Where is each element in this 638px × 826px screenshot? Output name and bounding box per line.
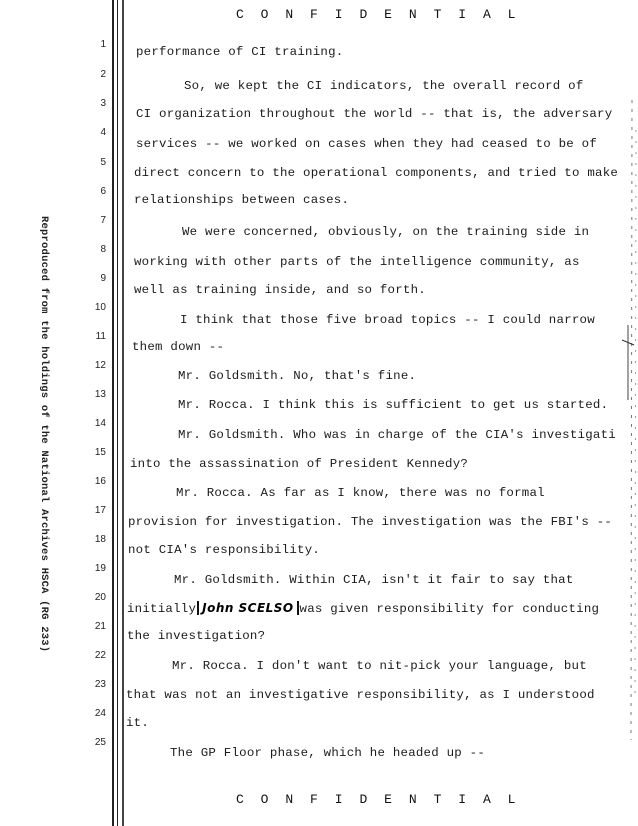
transcript-line-15: into the assassination of President Kennedy?: [130, 457, 469, 471]
transcript-line-24: it.: [126, 716, 150, 730]
line-number-17: 17: [94, 505, 106, 516]
line-number-24: 24: [94, 708, 106, 719]
line-number-8: 8: [100, 244, 106, 255]
transcript-line-1: performance of CI training.: [136, 45, 344, 59]
line-number-16: 16: [94, 476, 106, 487]
line-number-20: 20: [94, 592, 106, 603]
line-number-3: 3: [100, 98, 106, 109]
line-number-6: 6: [100, 186, 106, 197]
line-number-4: 4: [100, 127, 106, 138]
line-number-11: 11: [95, 331, 106, 342]
line-number-5: 5: [100, 157, 106, 168]
transcript-line-13: Mr. Rocca. I think this is sufficient to get us started.: [178, 398, 609, 412]
line-number-12: 12: [94, 360, 106, 371]
transcript-line-21: the investigation?: [127, 629, 266, 643]
line-number-1: 1: [100, 39, 106, 50]
line-number-18: 18: [94, 534, 106, 545]
transcript-line-2: So, we kept the CI indicators, the overall record of: [184, 79, 584, 93]
transcript-line-14: Mr. Goldsmith. Who was in charge of the CIA's investigati: [178, 428, 616, 442]
transcript-line-3: CI organization throughout the world -- that is, the adversary: [136, 107, 613, 121]
margin-rule: [122, 0, 124, 826]
line-number-22: 22: [94, 650, 106, 661]
line-number-23: 23: [94, 679, 106, 690]
transcript-line-16: Mr. Rocca. As far as I know, there was no formal: [176, 486, 545, 500]
page-footer-confidential: C O N F I D E N T I A L: [235, 792, 521, 807]
transcript-line-7: We were concerned, obviously, on the training side in: [182, 225, 590, 239]
transcript-line-11: them down --: [132, 340, 225, 354]
transcript-line-10: I think that those five broad topics -- I could narrow: [180, 313, 595, 327]
transcript-line-19: Mr. Goldsmith. Within CIA, isn't it fair to say that: [174, 573, 574, 587]
transcript-line-5: direct concern to the operational components, and tried to make: [134, 166, 619, 180]
line-number-25: 25: [94, 737, 106, 748]
transcript-line-9: well as training inside, and so forth.: [134, 283, 426, 297]
line-number-15: 15: [94, 447, 106, 458]
archive-source-note: Reproduced from the holdings of the National Archives HSCA (RG 233): [38, 216, 50, 653]
line-number-9: 9: [100, 273, 106, 284]
transcript-line-8: working with other parts of the intelligence community, as: [134, 255, 580, 269]
line-number-2: 2: [100, 69, 106, 80]
scan-edge-noise: [612, 100, 638, 740]
handwritten-insertion: John SCELSO: [197, 601, 298, 615]
line-number-7: 7: [100, 215, 106, 226]
page-header-confidential: C O N F I D E N T I A L: [235, 7, 521, 22]
transcript-line-25: The GP Floor phase, which he headed up --: [170, 746, 486, 760]
margin-rule: [117, 0, 118, 826]
line-number-14: 14: [94, 418, 106, 429]
line-number-19: 19: [94, 563, 106, 574]
transcript-line-20: [127, 601, 599, 616]
transcript-line-18: not CIA's responsibility.: [128, 543, 321, 557]
transcript-line-22: Mr. Rocca. I don't want to nit-pick your language, but: [172, 659, 587, 673]
transcript-line-23: that was not an investigative responsibility, as I understood: [126, 688, 595, 702]
transcript-line-4: services -- we worked on cases when they had ceased to be of: [136, 137, 598, 151]
transcript-line-17: provision for investigation. The investigation was the FBI's --: [128, 515, 613, 529]
line-number-13: 13: [94, 389, 106, 400]
transcript-line-12: Mr. Goldsmith. No, that's fine.: [178, 369, 417, 383]
line-number-10: 10: [94, 302, 106, 313]
transcript-line-20-end: was given responsibility for conducting: [299, 602, 600, 616]
transcript-line-6: relationships between cases.: [134, 193, 350, 207]
margin-rule: [112, 0, 114, 826]
line-number-21: 21: [94, 621, 106, 632]
transcript-line-20-start: initially: [127, 602, 197, 616]
